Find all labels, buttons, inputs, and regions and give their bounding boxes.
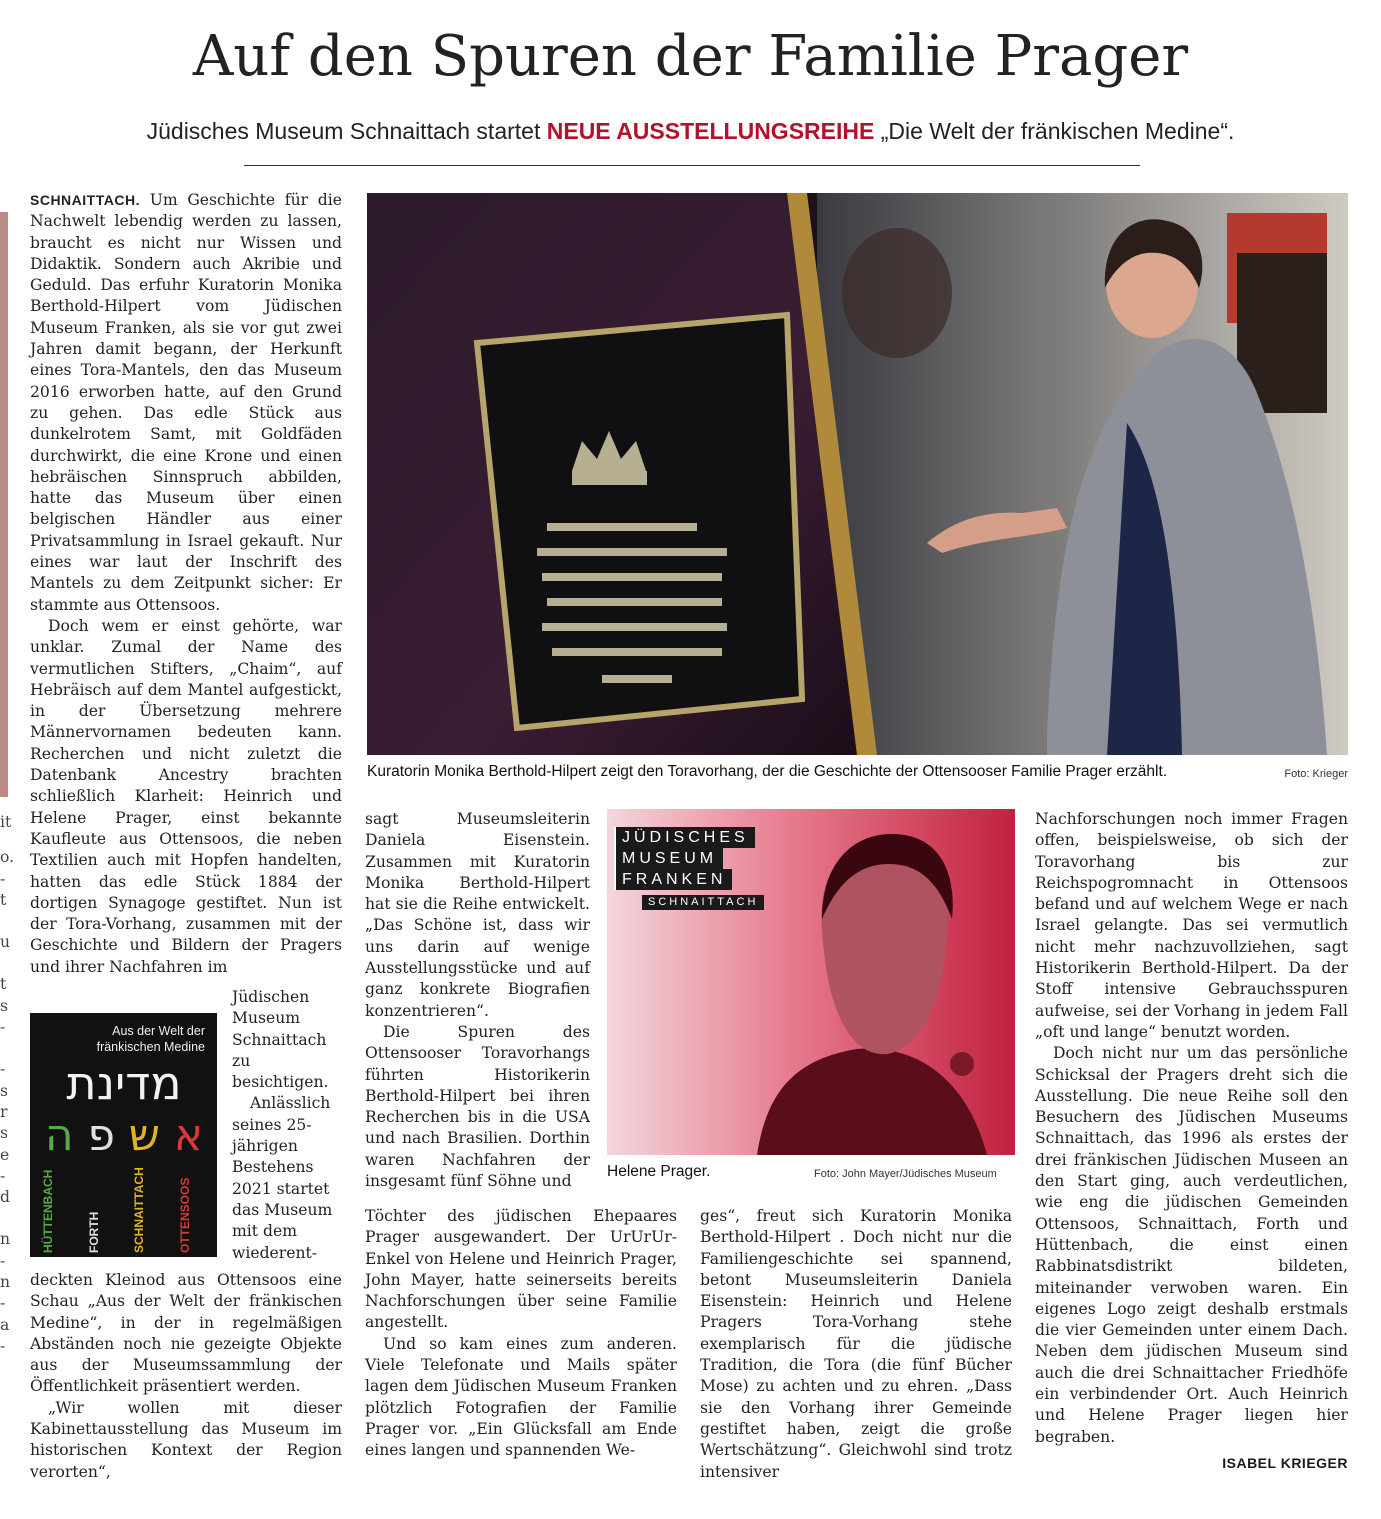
paragraph: Doch nicht nur um das persönliche Schicksal der Pragers dreht sich die Ausstellung. Die neue Reihe soll den Besuchern des Jüdischen Museums Schnaittach, das 1996 als erstes der drei fränkischen Jüdischen Museen an den Start ging, auch verdeutlichen, wie eng die jüdischen Gemeinden Ottensoos, Schnaittach, Forth und Hüttenbach, die einst einen Rabbinatsdistrikt bildeten, miteinander verwoben waren. Ein eigenes Logo zeigt deshalb erstmals die vier Gemeinden unter einem Dach. Neben dem jüdischen Museum sind auch die drei Schnaittacher Friedhöfe ein verbindender Ort. Auch Heinrich und Helene Prager liegen hier begraben. xyxy=(1035,1044,1348,1446)
edge-fragment: n xyxy=(0,1273,11,1292)
edge-fragments xyxy=(0,812,15,1357)
dateline: SCHNAITTACH. xyxy=(30,192,140,208)
prager-photo-credit: Foto: John Mayer/Jüdisches Museum xyxy=(814,1168,997,1180)
edge-fragment: - xyxy=(0,1018,6,1037)
logo-place: FORTH xyxy=(87,1211,101,1253)
logo-place: OTTENSOOS xyxy=(178,1177,192,1253)
edge-fragment: - xyxy=(0,1060,6,1079)
logo-top-line: fränkischen Medine xyxy=(96,1040,205,1054)
edge-fragment: it xyxy=(0,813,12,831)
edge-fragment: t xyxy=(0,975,7,994)
headline-rule xyxy=(244,165,1140,166)
column-1 xyxy=(30,190,342,978)
main-photo-caption: Kuratorin Monika Berthold-Hilpert zeigt den Toravorhang, der die Geschichte der Ottensooser Familie Prager erzählt. xyxy=(367,763,1168,780)
logo-hebrew-1: מדינת xyxy=(66,1056,182,1110)
paragraph: sagt Museumsleiterin Daniela Eisenstein. Zusammen mit Kuratorin Monika Berthold-Hilpert hat sie die Reihe entwickelt. „Das Schöne ist, dass wir uns darin auf wenige Ausstellungsstücke und auf ganz konkrete Biografien konzentrieren“. xyxy=(365,810,590,1020)
edge-fragment: d xyxy=(0,1188,10,1207)
edge-fragment: s xyxy=(0,1081,9,1100)
paragraph: Nachforschungen noch immer Fragen offen, beispielsweise, ob sich der Toravorhang bis zur Reichspogromnacht in Ottensoos befand und auf welchem Wege er nach Israel gelangte. Das sei vermutlich nicht mehr nachzuvollziehen, sagt Historikerin Berthold-Hilpert. Da der Stoff intensive Gebrauchsspuren aufweise, sei der Vorhang in jedem Fall „oft und lange“ benutzt worden. xyxy=(1035,810,1348,1041)
column-2-top xyxy=(365,809,590,1192)
logo-hebrew-2 xyxy=(38,1111,210,1161)
edge-fragment: s xyxy=(0,1124,9,1143)
author-byline: ISABEL KRIEGER xyxy=(1222,1455,1348,1471)
edge-fragment: n xyxy=(0,1230,11,1249)
paragraph xyxy=(30,190,342,616)
paragraph: Töchter des jüdischen Ehepaares Prager ausgewandert. Der UrUrUr-Enkel von Helene und Heinrich Prager, John Mayer, hatte seinerseits bereits Nachforschungen über seine Familie angestellt. xyxy=(365,1207,677,1332)
column-1-narrow xyxy=(232,987,342,1264)
subline xyxy=(0,118,1381,145)
edge-fragment: - xyxy=(0,1166,6,1185)
logo-place: SCHNAITTACH xyxy=(132,1167,146,1253)
paragraph: „Wir wollen mit dieser Kabinettausstellung das Museum im historischen Kontext der Region verorten“, xyxy=(30,1398,342,1481)
subline-before: Jüdisches Museum Schnaittach startet xyxy=(146,118,547,144)
edge-fragment: u xyxy=(0,933,11,952)
edge-fragment: t xyxy=(0,890,7,909)
museum-logo-line: SCHNAITTACH xyxy=(642,895,764,910)
edge-fragment: r xyxy=(0,1102,8,1121)
paragraph: Jüdischen Museum Schnaittach zu besichtigen. xyxy=(232,988,329,1092)
logo-letter: ה xyxy=(44,1110,74,1161)
edge-fragment: a xyxy=(0,1315,10,1334)
edge-fragment: e xyxy=(0,1145,10,1164)
paragraph: ges“, freut sich Kuratorin Monika Berthold-Hilpert . Doch nicht nur die Familiengeschichte sei spannend, betont Museumsleiterin Daniela Eisenstein: Heinrich und Helene Pragers Tora-Vorhang stehe exemplarisch für die jüdische Tradition, die Tora (die fünf Bücher Mose) zu achten und zu ehren. „Dass sie den Vorhang ihrer Gemeinde gestiftet haben, zeigt die große Wertschätzung“. Gleichwohl sind trotz intensiver xyxy=(700,1207,1012,1481)
edge-fragment: s xyxy=(0,996,9,1015)
edge-fragment: - xyxy=(0,1251,6,1270)
paragraph: Die Spuren des Ottensooser Toravorhangs führten Historikerin Berthold-Hilpert bei ihren Recherchen bis in die USA und nach Brasilien. Dorthin waren Nachfahren der insgesamt fünf Söhne und xyxy=(365,1022,590,1191)
logo-letter: ש xyxy=(128,1110,160,1161)
prager-photo xyxy=(607,809,1015,1155)
logo-place: HÜTTENBACH xyxy=(41,1169,55,1253)
edge-fragment: - xyxy=(0,869,6,888)
paragraph-text: Um Geschichte für die Nachwelt lebendig werden zu lassen, braucht es nicht nur Wissen und Didaktik. Sondern auch Akribie und Geduld. Das erfuhr Kuratorin Monika Berthold-Hilpert vom Jüdischen Museum Franken, als sie vor gut zwei Jahren damit begann, der Herkunft eines Tora-Mantels, den das Museum 2016 erworben hatte, auf den Grund zu gehen. Das edle Stück aus dunkelrotem Samt, mit Goldfäden durchwirkt, die eine Krone und einen hebräischen Sinnspruch abbilden, hatte das Museum über einen belgischen Händler aus einer Privatsammlung in Israel gekauft. Nur eines war laut der Inschrift des Mantels zu dem Zeitpunkt sicher: Er stammte aus Ottensoos. xyxy=(30,191,342,614)
column-2-bottom xyxy=(365,1206,677,1462)
paragraph: Anlässlich seines 25-jährigen Bestehens 2021 startet das Museum mit dem wiederent- xyxy=(232,1094,333,1262)
main-photo-illustration xyxy=(367,193,1348,755)
paragraph: Und so kam eines zum anderen. Viele Telefonate und Mails später lagen dem Jüdischen Museum Franken plötzlich Fotografien der Familie Prager vor. „Ein Glücksfall am Ende eines langen und spannenden We- xyxy=(365,1334,677,1460)
edge-fragment: o. xyxy=(0,848,15,867)
main-photo xyxy=(367,193,1348,755)
museum-logo-line: FRANKEN xyxy=(614,869,732,890)
column-4 xyxy=(1035,809,1348,1448)
neighbor-article-bar xyxy=(0,212,8,797)
logo-letter: פ xyxy=(87,1110,115,1161)
column-1-bottom xyxy=(30,1270,342,1483)
paragraph: Doch wem er einst gehörte, war unklar. Zumal der Name des vermutlichen Stifters, „Chaim“, auf Hebräisch auf dem Mantel aufgestickt, in der Übersetzung mehrere Männervornamen bedeuten kann. Recherchen und nicht zuletzt die Datenbank Ancestry brachten schließlich Klarheit: Heinrich und Helene Prager, einst bekannte Kaufleute aus Ottensoos, die neben Textilien auch mit Hopfen handelten, hatten das edle Stück 1884 der dortigen Synagoge gestiftet. Nun ist der Tora-Vorhang, zusammen mit der Geschichte und Bildern der Pragers und ihrer Nachfahren im xyxy=(30,616,342,976)
prager-photo-caption: Helene Prager. xyxy=(607,1163,711,1180)
logo-places xyxy=(30,1165,217,1255)
subline-highlight: NEUE AUSSTELLUNGSREIHE xyxy=(546,118,875,144)
subline-after: „Die Welt der fränkischen Medine“. xyxy=(874,118,1235,144)
logo-top-line: Aus der Welt der xyxy=(112,1024,205,1038)
edge-fragment: - xyxy=(0,1336,6,1355)
main-photo-credit: Foto: Krieger xyxy=(1284,768,1348,780)
paragraph: deckten Kleinod aus Ottensoos eine Schau „Aus der Welt der fränkischen Medine“, in der in regelmäßigen Abständen noch nie gezeigte Objekte aus der Museumssammlung der Öffentlichkeit präsentiert werden. xyxy=(30,1271,342,1396)
museum-logo xyxy=(614,827,764,911)
logo-letter: א xyxy=(173,1110,204,1161)
edge-fragment: - xyxy=(0,1294,6,1313)
headline: Auf den Spuren der Familie Prager xyxy=(192,24,1189,89)
column-3 xyxy=(700,1206,1012,1483)
museum-logo-line: MUSEUM xyxy=(614,848,723,869)
museum-logo-line: JÜDISCHES xyxy=(614,827,755,848)
medine-logo xyxy=(30,1013,217,1257)
